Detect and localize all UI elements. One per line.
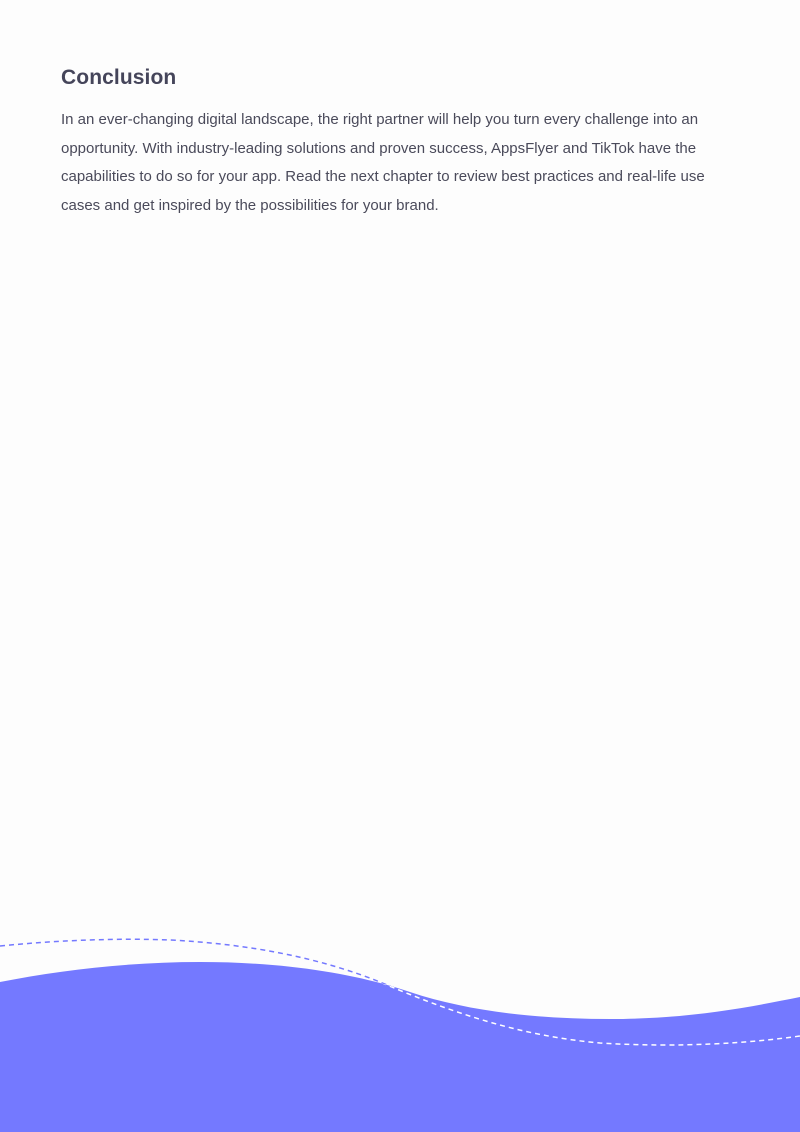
decorative-wave-footer	[0, 920, 800, 1132]
wave-fill	[0, 962, 800, 1132]
conclusion-paragraph: In an ever-changing digital landscape, the right partner will help you turn every challenge into an opportunity. With industry-leading solutions and proven success, AppsFlyer and TikTok have the capabilities to do so for your app. Read the next chapter to review best practices and real-life use cases and get inspired by the possibilities for your brand.	[61, 111, 705, 214]
section-heading: Conclusion	[61, 66, 177, 89]
